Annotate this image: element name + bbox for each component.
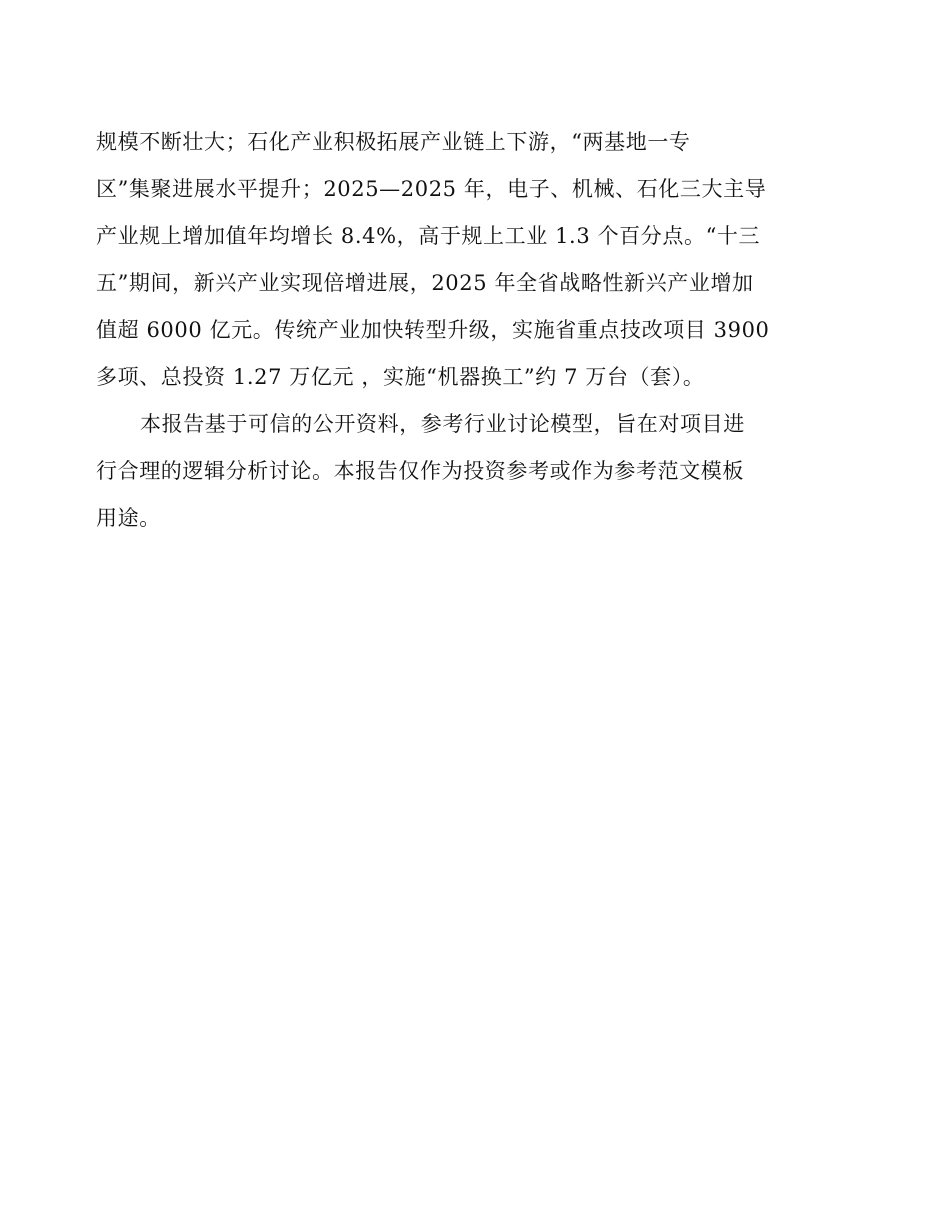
paragraph-2-line-1: 本报告基于可信的公开资料，参考行业讨论模型，旨在对项目进 <box>140 412 745 436</box>
paragraph-1-line-2: 区”集聚进展水平提升；2025—2025 年，电子、机械、石化三大主导 <box>96 177 767 201</box>
paragraph-1-line-5: 值超 6000 亿元。传统产业加快转型升级，实施省重点技改项目 3900 <box>96 318 770 342</box>
paragraph-1-line-6: 多项、总投资 1.27 万亿元 ，实施“机器换工”约 7 万台（套）。 <box>96 365 705 389</box>
paragraph-2-line-2: 行合理的逻辑分析讨论。本报告仅作为投资参考或作为参考范文模板 <box>96 459 744 483</box>
paragraph-1-line-1: 规模不断壮大；石化产业积极拓展产业链上下游，“两基地一专 <box>96 130 691 154</box>
paragraph-1-line-3: 产业规上增加值年均增长 8.4%，高于规上工业 1.3 个百分点。“十三 <box>96 224 761 248</box>
paragraph-1-line-4: 五”期间，新兴产业实现倍增进展，2025 年全省战略性新兴产业增加 <box>96 271 754 295</box>
paragraph-2-line-3: 用途。 <box>96 506 161 530</box>
